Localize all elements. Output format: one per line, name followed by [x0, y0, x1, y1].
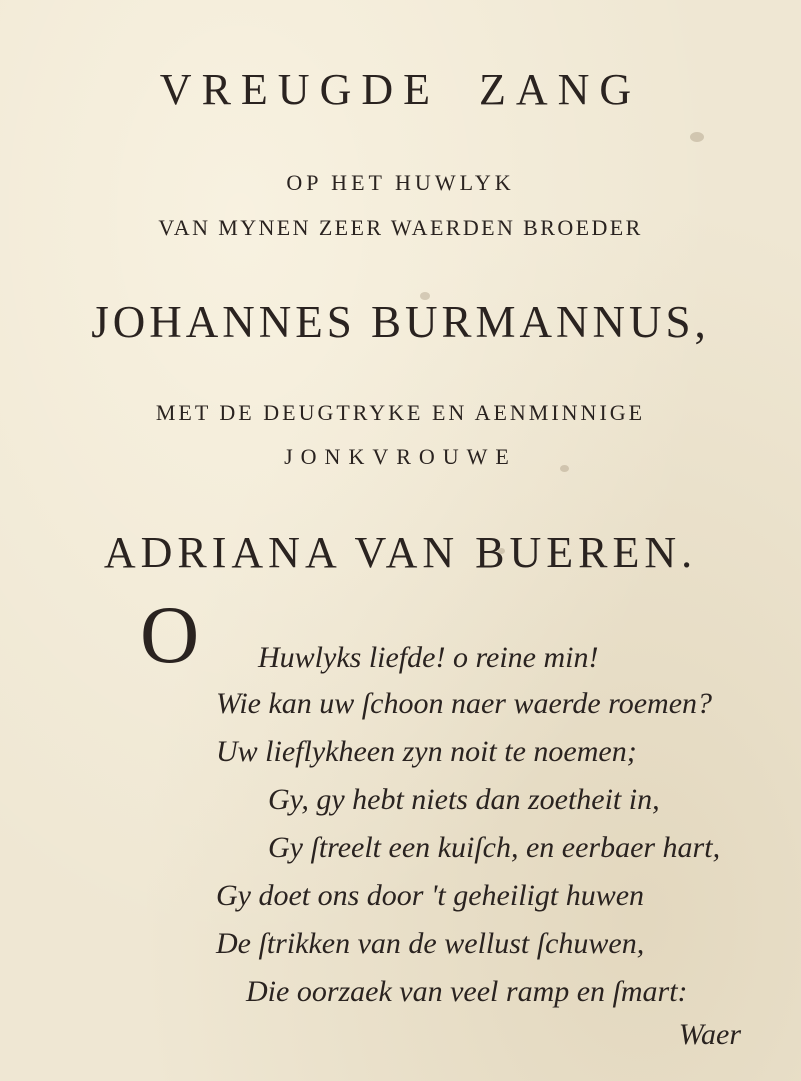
foxing-spot — [560, 465, 569, 472]
poem-line: Die oorzaek van veel ramp en ſmart: — [246, 975, 688, 1008]
poem-line: De ſtrikken van de wellust ſchuwen, — [216, 927, 645, 960]
groom-name: JOHANNES BURMANNUS, — [91, 297, 710, 347]
bride-name: ADRIANA VAN BUEREN. — [103, 528, 698, 577]
poem-line: Gy doet ons door 't geheiligt huwen — [216, 879, 645, 912]
foxing-spot — [690, 132, 704, 142]
poem-line: Gy ſtreelt een kuiſch, en eerbaer hart, — [268, 831, 721, 864]
catchword: Waer — [678, 1018, 741, 1051]
subtitle-with: MET DE DEUGTRYKE EN AENMINNIGE — [155, 400, 646, 425]
subtitle-dedication: VAN MYNEN ZEER WAERDEN BROEDER — [158, 215, 643, 240]
drop-initial: O — [140, 589, 200, 680]
foxing-spot — [498, 548, 505, 554]
subtitle-occasion: OP HET HUWLYK — [286, 170, 515, 195]
poem-line: Gy, gy hebt niets dan zoetheit in, — [268, 783, 660, 816]
poem-line: Uw lieflykheen zyn noit te noemen; — [216, 735, 637, 768]
poem-line: Wie kan uw ſchoon naer waerde roemen? — [216, 687, 713, 720]
poem-line: Huwlyks liefde! o reine min! — [258, 641, 599, 674]
foxing-spot — [420, 292, 430, 300]
subtitle-maiden: JONKVROUWE — [284, 444, 517, 469]
page-title: VREUGDE ZANG — [159, 65, 642, 114]
